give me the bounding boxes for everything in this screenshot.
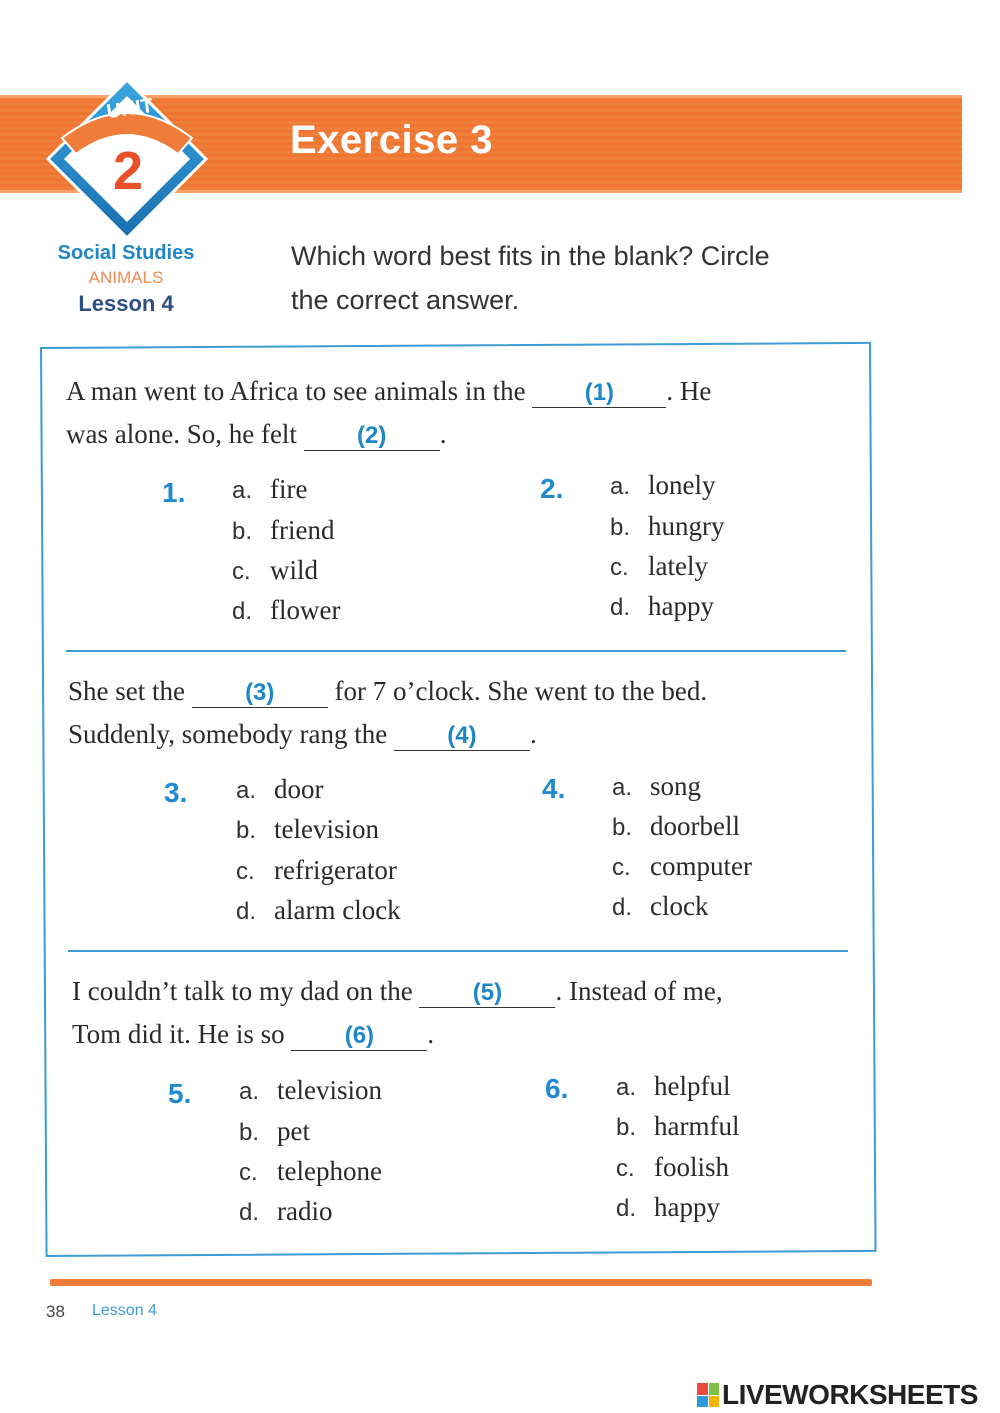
passage-line: Tom did it. He is so (6) .: [72, 1019, 435, 1049]
exercise-title: Exercise 3: [290, 118, 493, 162]
option[interactable]: c. telephone: [239, 1156, 382, 1186]
option[interactable]: d. clock: [612, 891, 709, 921]
option[interactable]: b. pet: [239, 1116, 310, 1146]
unit-word: UNIT: [105, 94, 155, 124]
passage-line: I couldn’t talk to my dad on the (5) . Instead of me,: [72, 976, 723, 1006]
blank-4[interactable]: (4): [394, 722, 530, 751]
lesson-label: Lesson 4: [78, 291, 174, 316]
option[interactable]: b. harmful: [616, 1111, 740, 1141]
option[interactable]: d. radio: [239, 1196, 333, 1226]
option[interactable]: a. door: [236, 774, 324, 804]
option[interactable]: a. television: [239, 1075, 382, 1105]
question-number: 6.: [545, 1073, 569, 1104]
instructions: [291, 234, 851, 322]
passage-line: Suddenly, somebody rang the (4) .: [68, 719, 537, 749]
question-number: 1.: [162, 477, 186, 508]
passage-2: [68, 670, 707, 756]
option[interactable]: a. fire: [232, 474, 308, 504]
subject-label: Social Studies: [57, 242, 195, 264]
option[interactable]: c. lately: [610, 551, 708, 581]
option[interactable]: b. hungry: [610, 511, 725, 541]
option[interactable]: c. foolish: [616, 1152, 730, 1182]
passage-3: [72, 970, 723, 1056]
question-number: 3.: [164, 777, 188, 808]
question-number: 4.: [542, 773, 566, 804]
passage-1: [66, 370, 711, 456]
passage-line: A man went to Africa to see animals in the (1) . He: [66, 376, 712, 406]
option[interactable]: b. friend: [232, 515, 335, 545]
option[interactable]: a. song: [612, 771, 702, 801]
blank-6[interactable]: (6): [291, 1022, 427, 1051]
footer-lesson-label: Lesson 4: [92, 1302, 157, 1319]
option[interactable]: a. lonely: [610, 470, 716, 500]
option[interactable]: a. helpful: [616, 1071, 731, 1101]
question-number: 5.: [168, 1078, 192, 1109]
option[interactable]: c. wild: [232, 555, 319, 585]
option[interactable]: b. television: [236, 814, 379, 844]
instructions-line1: Which word best fits in the blank? Circle: [291, 241, 770, 271]
blank-1[interactable]: (1): [532, 379, 666, 408]
footer-line: [50, 1279, 872, 1286]
watermark-text: LIVEWORKSHEETS: [722, 1379, 978, 1410]
option[interactable]: b. doorbell: [612, 811, 740, 841]
blank-2[interactable]: (2): [304, 422, 440, 451]
section-divider: [66, 650, 846, 652]
liveworksheets-logo-icon: [697, 1383, 719, 1407]
option[interactable]: d. happy: [610, 591, 714, 621]
option[interactable]: d. happy: [616, 1192, 720, 1222]
section-divider: [68, 950, 848, 952]
passage-line: She set the (3) for 7 o’clock. She went to the bed.: [68, 676, 708, 706]
option[interactable]: d. flower: [232, 595, 341, 625]
instructions-line2: the correct answer.: [291, 285, 520, 315]
topic-label: ANIMALS: [88, 268, 164, 287]
option[interactable]: d. alarm clock: [236, 895, 401, 925]
liveworksheets-watermark: [697, 1378, 978, 1412]
blank-3[interactable]: (3): [192, 679, 328, 708]
option[interactable]: c. refrigerator: [236, 855, 397, 885]
blank-5[interactable]: (5): [419, 979, 555, 1008]
question-number: 2.: [540, 473, 564, 504]
unit-number: 2: [112, 141, 144, 201]
page-number: 38: [46, 1302, 65, 1321]
passage-line: was alone. So, he felt (2) .: [66, 419, 447, 449]
option[interactable]: c. computer: [612, 851, 752, 881]
